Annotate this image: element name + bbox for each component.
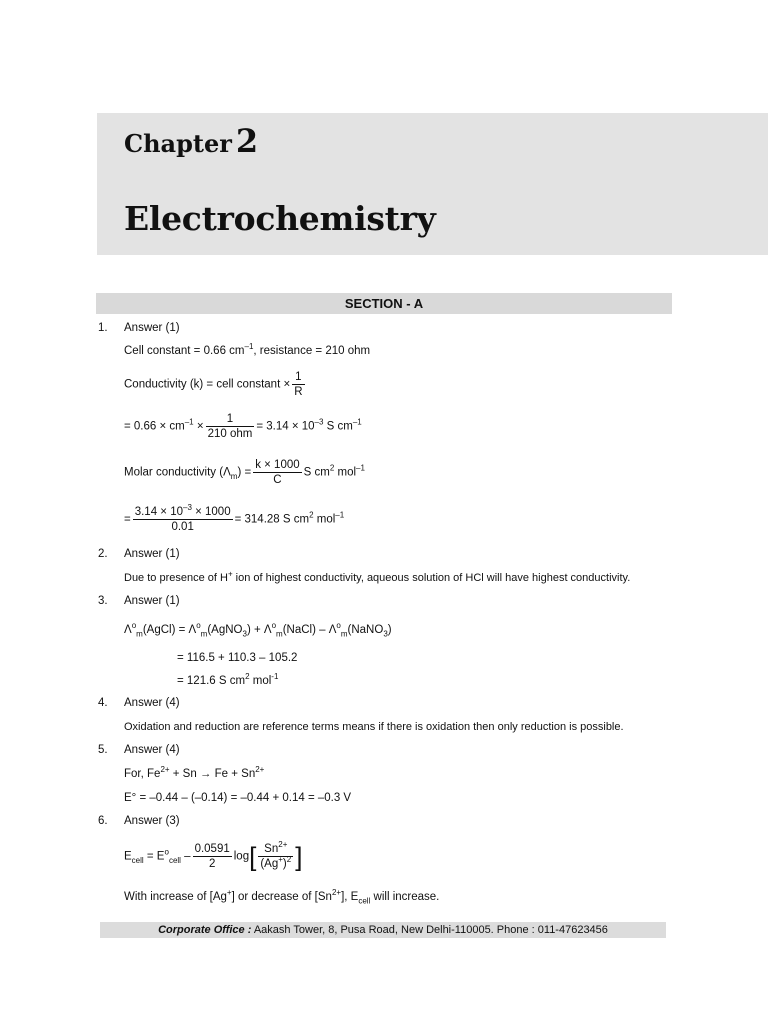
text: ], E <box>341 891 359 903</box>
text: For, Fe <box>124 768 161 780</box>
superscript: 2 <box>309 510 314 520</box>
text: = 121.6 S cm <box>177 675 246 687</box>
text: = E <box>146 850 165 863</box>
text: S cm <box>303 466 330 479</box>
q2-explanation <box>124 571 630 585</box>
nernst-equation <box>124 842 302 871</box>
answer-label: Answer (4) <box>124 744 180 756</box>
bracket-open: [ <box>249 841 257 872</box>
superscript: –1 <box>335 510 345 520</box>
answer-label: Answer (4) <box>124 697 180 709</box>
numerator: k × 1000 <box>255 459 300 471</box>
numerator <box>133 505 233 520</box>
question-number: 2. <box>98 548 108 560</box>
text: = 0.66 × cm <box>124 420 185 433</box>
text: – <box>184 850 191 863</box>
q4-explanation: Oxidation and reduction are reference terms means if there is oxidation then only reduction is possible. <box>124 721 624 733</box>
question-number: 4. <box>98 697 108 709</box>
fraction <box>258 842 293 871</box>
denominator: R <box>294 386 303 398</box>
superscript: + <box>278 855 283 865</box>
subscript: m <box>340 629 348 639</box>
subscript: m <box>276 629 283 639</box>
answer-label: Answer (1) <box>124 322 180 334</box>
text: ) <box>282 858 287 870</box>
text: Molar conductivity <box>124 466 217 479</box>
fraction <box>253 458 301 487</box>
chapter-title: Electrochemistry <box>124 199 436 238</box>
calculation-line: = 116.5 + 110.3 – 105.2 <box>177 652 298 664</box>
answer-label: Answer (1) <box>124 595 180 607</box>
lambda-symbol: Λ <box>263 624 272 636</box>
text: mol <box>334 466 357 479</box>
superscript: –1 <box>356 463 365 473</box>
fraction <box>133 505 233 534</box>
subscript: m <box>136 629 143 639</box>
denominator <box>258 857 293 871</box>
superscript: –3 <box>183 503 192 513</box>
superscript: 2+ <box>331 888 342 898</box>
reaction-line <box>124 767 264 781</box>
superscript: 2 <box>286 855 292 865</box>
molar-conductivity-line <box>124 458 365 487</box>
fraction <box>292 370 304 399</box>
superscript: 2+ <box>160 765 170 775</box>
conductivity-line <box>124 370 307 399</box>
superscript: –1 <box>184 417 194 427</box>
subscript: cell <box>131 855 144 865</box>
numerator: 1 <box>206 412 255 427</box>
section-heading: SECTION - A <box>96 293 672 314</box>
text: E <box>124 850 132 863</box>
text: will increase. <box>370 891 440 903</box>
subscript: 3 <box>242 629 247 639</box>
chapter-number: 2 <box>235 122 259 160</box>
lambda-symbol: Λ <box>124 624 132 636</box>
text: Sn <box>264 843 279 855</box>
superscript: –1 <box>244 342 254 352</box>
superscript: –1 <box>352 417 362 427</box>
lambda-symbol: Λ <box>328 624 337 636</box>
superscript: 2 <box>245 672 250 682</box>
denominator: 2 <box>208 858 216 870</box>
subscript: cell <box>168 855 181 865</box>
text: S cm <box>323 420 353 433</box>
question-number: 6. <box>98 815 108 827</box>
answer-label: Answer (3) <box>124 815 180 827</box>
superscript: o <box>164 847 169 857</box>
molar-result-line <box>124 505 344 534</box>
text: 3.14 × 10 <box>134 506 183 518</box>
kohlrausch-equation <box>124 623 392 637</box>
answer-label: Answer (1) <box>124 548 180 560</box>
superscript: -1 <box>271 672 279 682</box>
superscript: o <box>271 621 277 631</box>
chapter-word: Chapter <box>124 129 232 158</box>
text: = <box>124 513 131 526</box>
fraction <box>206 412 255 441</box>
superscript: o <box>336 621 341 631</box>
footer-bar <box>100 922 666 938</box>
text: + Sn → Fe + Sn <box>169 768 256 780</box>
calculation-line <box>177 674 278 688</box>
subscript: m <box>200 629 208 639</box>
chapter-label <box>124 122 258 160</box>
text: ion of highest conductivity, aqueous solution of HCl will have highest conductivity. <box>232 572 631 584</box>
calculation-line <box>124 412 362 441</box>
footer-label: Corporate Office : <box>158 924 252 936</box>
text: mol <box>313 513 336 526</box>
text: (AgNO <box>207 624 243 636</box>
superscript: 2+ <box>255 765 265 775</box>
superscript: o <box>131 621 137 631</box>
text: mol <box>249 675 272 687</box>
text: ] or decrease of [Sn <box>231 891 332 903</box>
text: ) <box>387 624 392 636</box>
text: , resistance = 210 ohm <box>253 345 371 357</box>
subscript: cell <box>358 896 371 906</box>
text: ) = <box>237 466 252 479</box>
text: (AgCl) = <box>142 624 186 636</box>
text: × <box>196 420 204 433</box>
superscript: + <box>227 569 233 579</box>
superscript: + <box>226 888 232 898</box>
text: = 314.28 S cm <box>234 513 310 526</box>
numerator: 0.0591 <box>194 843 230 855</box>
subscript: 3 <box>383 629 388 639</box>
text: With increase of [Ag <box>124 891 227 903</box>
text: log <box>233 850 250 863</box>
text: × 1000 <box>191 506 231 518</box>
numerator: 1 <box>292 370 304 385</box>
bracket-close: ] <box>295 841 303 872</box>
footer-text: Aakash Tower, 8, Pusa Road, New Delhi-110005. Phone : 011-47623456 <box>251 924 608 936</box>
text: Cell constant = 0.66 cm <box>124 345 245 357</box>
cell-constant-line <box>124 344 370 358</box>
q6-explanation <box>124 890 439 904</box>
fraction <box>193 842 232 871</box>
text: (NaCl) – <box>282 624 326 636</box>
subscript: m <box>230 471 238 481</box>
text: = 3.14 × 10 <box>256 420 315 433</box>
potential-equation: E° = –0.44 – (–0.14) = –0.44 + 0.14 = –0.3 V <box>124 792 352 804</box>
text: (Λ <box>219 466 231 479</box>
superscript: 2 <box>329 463 335 473</box>
question-number: 5. <box>98 744 108 756</box>
text: (NaNO <box>347 624 384 636</box>
lambda-symbol: Λ <box>188 624 197 636</box>
superscript: –3 <box>314 417 324 427</box>
superscript: o <box>196 621 201 631</box>
text: Conductivity (k) = cell constant × <box>124 378 291 391</box>
text: Due to presence of H <box>124 572 228 584</box>
denominator: 0.01 <box>171 521 194 533</box>
denominator: 210 ohm <box>207 428 253 440</box>
superscript: 2+ <box>278 840 288 850</box>
text: ) + <box>246 624 261 636</box>
question-number: 3. <box>98 595 108 607</box>
question-number: 1. <box>98 322 108 334</box>
denominator: C <box>273 474 282 486</box>
text: (Ag <box>260 858 279 870</box>
